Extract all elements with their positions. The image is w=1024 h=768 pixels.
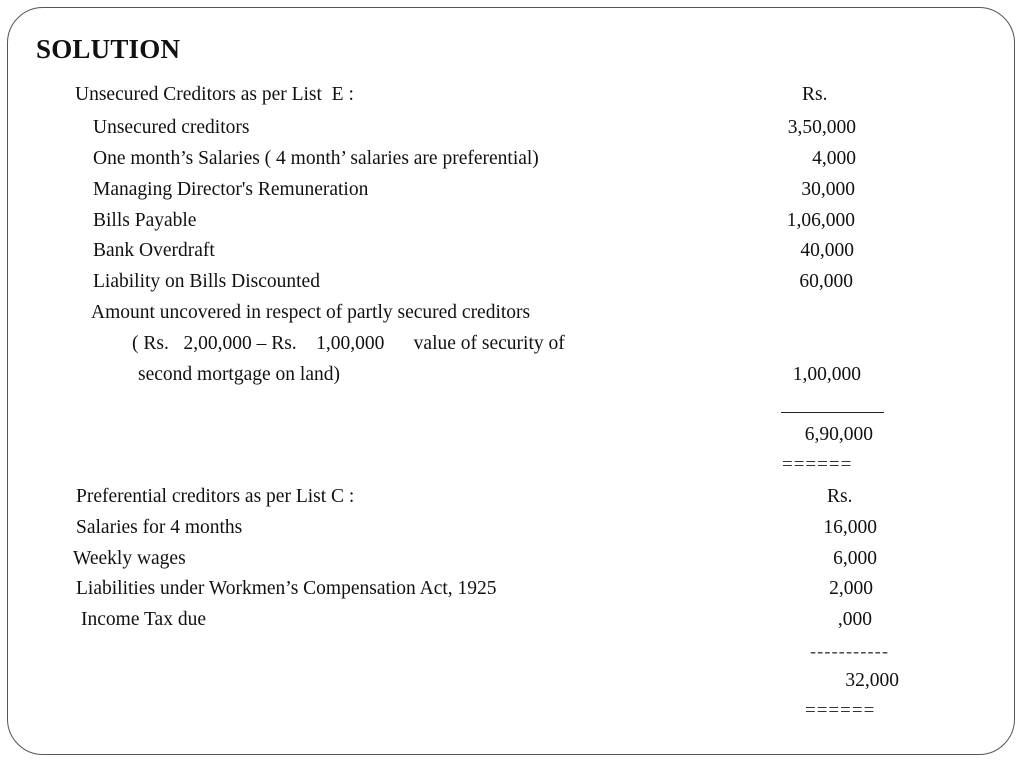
list-item-amount: 60,000 (799, 271, 853, 292)
list-item-amount: 2,000 (829, 578, 873, 599)
total-double-underline: ====== (782, 454, 853, 475)
list-item-amount: 3,50,000 (787, 117, 856, 138)
list-item-amount: 16,000 (823, 517, 877, 538)
list-item-amount: 6,000 (833, 548, 877, 569)
list-item-label: Liability on Bills Discounted (93, 271, 320, 292)
list-item-label: Bank Overdraft (93, 240, 215, 261)
list-item-label: Salaries for 4 months (76, 517, 243, 538)
subtotal-rule (781, 412, 884, 413)
list-item-amount: 4,000 (812, 148, 856, 169)
list-item-label: One month’s Salaries ( 4 month’ salaries are preferential) (93, 148, 539, 169)
list-item-label: Liabilities under Workmen’s Compensation Act, 1925 (76, 578, 497, 599)
list-item-label: Income Tax due (81, 609, 206, 630)
list-item-amount: ,000 (837, 609, 872, 630)
list-item-amount: 1,06,000 (786, 210, 855, 231)
preferential-total: 32,000 (845, 670, 899, 691)
list-item-amount: 40,000 (800, 240, 854, 261)
list-item-label: Managing Director's Remuneration (93, 179, 369, 200)
list-item-label: Unsecured creditors (93, 117, 250, 138)
unsecured-total: 6,90,000 (804, 424, 873, 445)
list-item-label: Bills Payable (93, 210, 197, 231)
total-double-underline: ====== (805, 700, 876, 721)
unsecured-currency-header: Rs. (802, 84, 828, 105)
list-item-label: Weekly wages (73, 548, 186, 569)
page-title: SOLUTION (36, 34, 181, 64)
list-item-amount: 30,000 (801, 179, 855, 200)
partly-secured-line3: second mortgage on land) (138, 364, 340, 385)
preferential-heading: Preferential creditors as per List C : (76, 486, 355, 507)
partly-secured-line2: ( Rs. 2,00,000 – Rs. 1,00,000 value of security of (132, 333, 565, 354)
subtotal-dashed-rule: ----------- (810, 641, 890, 661)
partly-secured-line1: Amount uncovered in respect of partly secured creditors (91, 302, 531, 323)
preferential-currency-header: Rs. (827, 486, 853, 507)
unsecured-heading: Unsecured Creditors as per List E : (75, 84, 354, 105)
partly-secured-amount: 1,00,000 (792, 364, 861, 385)
